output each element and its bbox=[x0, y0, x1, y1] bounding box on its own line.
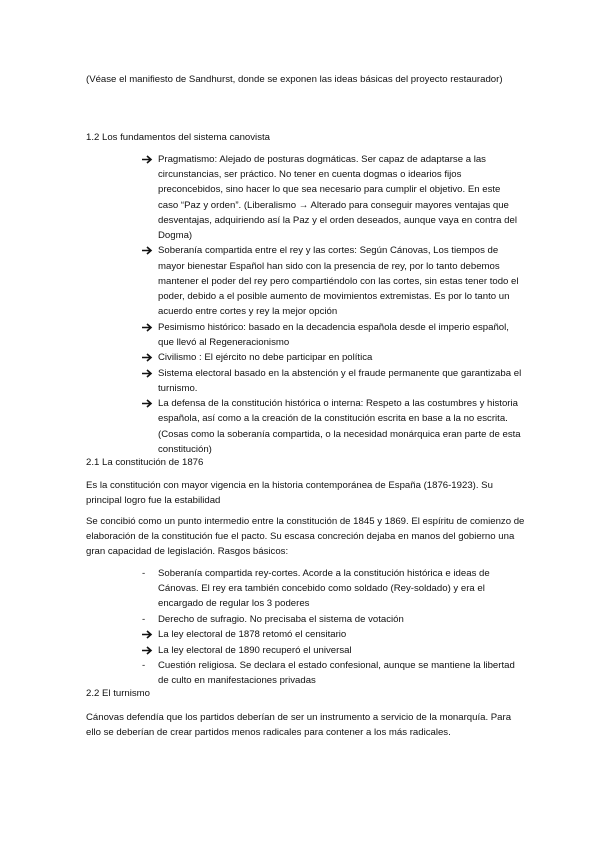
list-item-text: Pragmatismo: Alejado de posturas dogmáticas. Ser capaz de adaptarse a las circunstancias, ser práctico. No tener en cuenta dogmas o idearios fijos preconcebidos, sino hacer lo que sea necesario para cumplir el objetivo. En este caso “Paz y orden”. (Liberalismo → Alterado para conseguir mayores ventajas que desventajas, adquiriendo así la Paz y el orden deseados, aunque vaya en contra del Dogma) bbox=[158, 154, 517, 242]
list-item-text: Derecho de sufragio. No precisaba el sistema de votación bbox=[158, 613, 404, 625]
list-item-text: Pesimismo histórico: basado en la decadencia española desde el imperio español, que llevó al Regeneracionismo bbox=[158, 321, 509, 348]
list-item bbox=[142, 658, 522, 688]
list-item bbox=[142, 396, 522, 457]
list-item bbox=[142, 643, 522, 658]
list-item-text: Cuestión religiosa. Se declara el estado confesional, aunque se mantiene la libertad de culto en manifestaciones privadas bbox=[158, 659, 515, 687]
dash-marker: - bbox=[142, 613, 146, 625]
list-item-text: La ley electoral de 1878 retomó el censitario bbox=[158, 629, 347, 641]
list-item-text: Soberanía compartida entre el rey y las cortes: Según Cánovas, Los tiempos de mayor bienestar Español han sido con la presencia de rey, por lo tanto debemos mantener el poder del rey pero compartiéndolo con las cortes, sin estas tener todo el poder, debido a el posible aumento de movimientos extremistas. Es por lo tanto un acuerdo entre cortes y rey la mejor opción bbox=[158, 245, 519, 318]
section-2-1-paragraph-2: Se concibió como un punto intermedio entre la constitución de 1845 y 1869. El espíritu de comienzo de elaboración de la constitución fue el pacto. Su escasa concreción dejaba en manos del gobierno una gran capacidad de legislación. Rasgos básicos: bbox=[86, 516, 525, 558]
intro-paragraph: (Véase el manifiesto de Sandhurst, donde se exponen las ideas básicas del proyecto restaurador) bbox=[86, 74, 503, 85]
dash-marker: - bbox=[142, 659, 146, 671]
list-item-text: La defensa de la constitución histórica o interna: Respeto a las costumbres y historia española, así como a la creación de la constitución escrita en base a la no escrita. (Cosas como la soberanía compartida, o la necesidad monárquica eran parte de esta constitución) bbox=[158, 398, 521, 455]
list-item bbox=[142, 566, 522, 612]
section-1-2-heading: 1.2 Los fundamentos del sistema canovista bbox=[86, 132, 270, 143]
list-item bbox=[142, 152, 522, 243]
list-item-text: Sistema electoral basado en la abstención y el fraude permanente que garantizaba el turnismo. bbox=[158, 367, 522, 394]
rasgos-list bbox=[142, 566, 522, 689]
list-item bbox=[142, 320, 522, 350]
dash-marker: - bbox=[142, 568, 146, 579]
section-2-1-paragraph-1: Es la constitución con mayor vigencia en la historia contemporánea de España (1876-1923). Su principal logro fue la estabilidad bbox=[86, 480, 493, 507]
list-item bbox=[142, 612, 522, 627]
list-item bbox=[142, 350, 522, 365]
list-item-text: Civilismo : El ejército no debe participar en política bbox=[158, 352, 373, 364]
list-item bbox=[142, 627, 522, 642]
section-2-2-paragraph: Cánovas defendía que los partidos deberían de ser un instrumento a servicio de la monarquía. Para ello se deberían de crear partidos menos radicales para contener a los más radicales. bbox=[86, 712, 512, 739]
section-2-2-heading: 2.2 El turnismo bbox=[86, 688, 150, 699]
list-item bbox=[142, 243, 522, 319]
list-item-text: Soberanía compartida rey-cortes. Acorde a la constitución histórica e ideas de Cánovas. El rey era también concebido como soldado (Rey-soldado) y era el encargado de regular los 3 poderes bbox=[158, 568, 490, 610]
fundamentos-list bbox=[142, 152, 522, 457]
list-item-text: La ley electoral de 1890 recuperó el universal bbox=[158, 644, 352, 656]
list-item bbox=[142, 366, 522, 396]
section-2-1-heading: 2.1 La constitución de 1876 bbox=[86, 457, 204, 468]
